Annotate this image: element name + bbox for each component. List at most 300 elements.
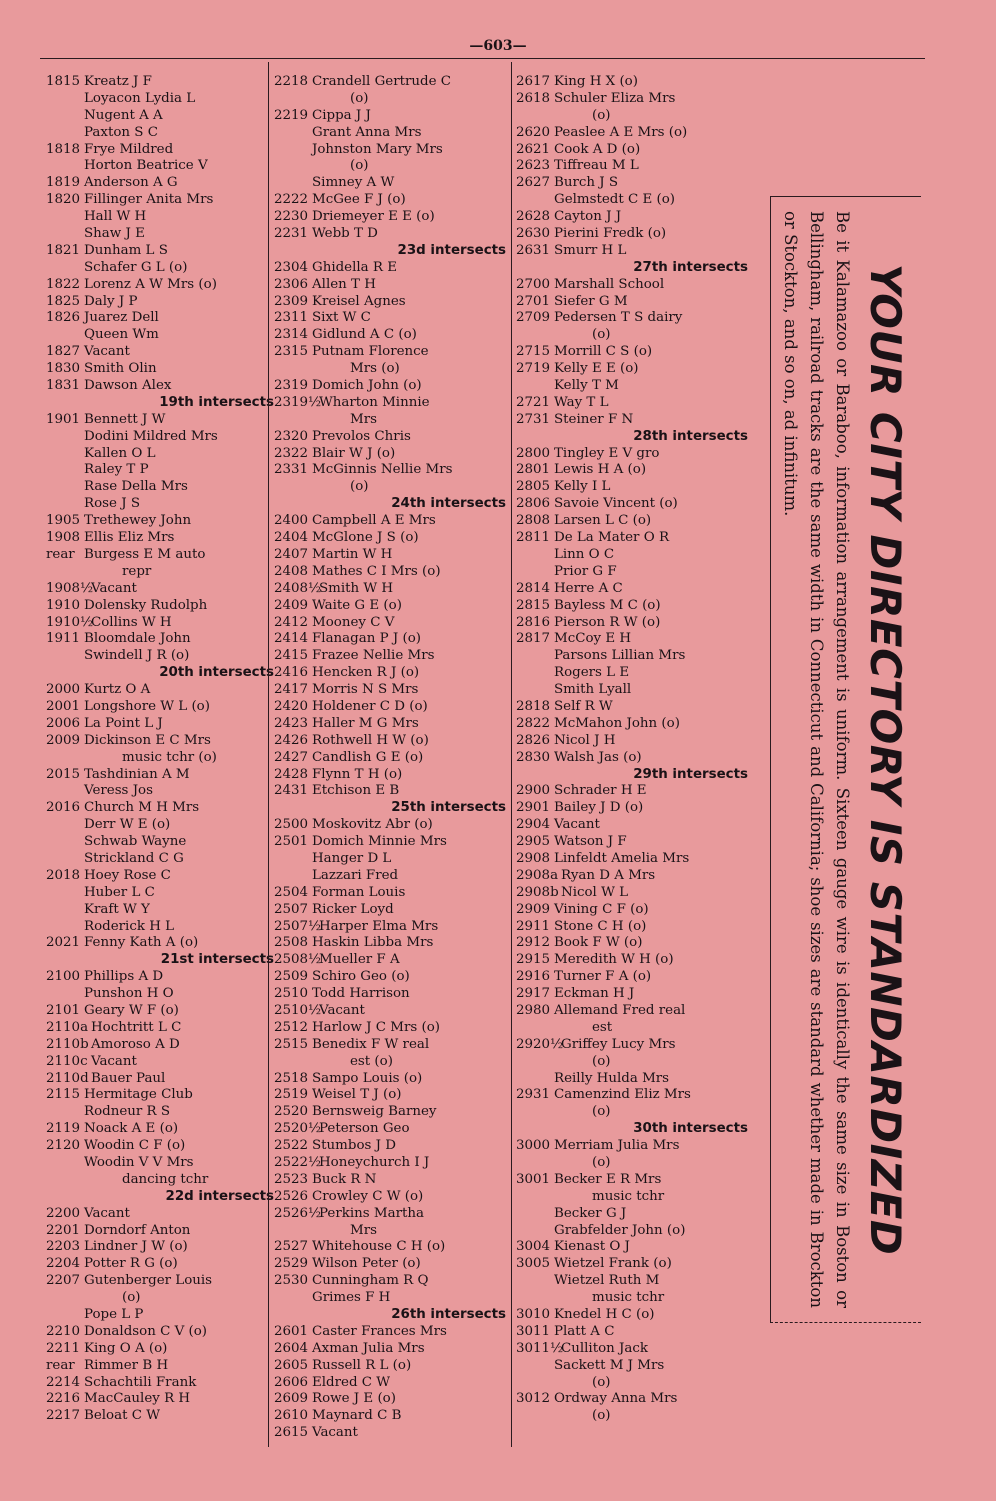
resident-name: Domich Minnie Mrs bbox=[312, 834, 447, 850]
directory-entry bbox=[274, 1037, 510, 1054]
house-number: 3001 bbox=[516, 1171, 551, 1187]
house-number: 2808 bbox=[516, 513, 551, 529]
house-number: 2304 bbox=[274, 259, 309, 275]
directory-entry bbox=[516, 699, 752, 716]
house-number: 2610 bbox=[274, 1408, 309, 1424]
house-number bbox=[274, 851, 312, 868]
house-number: 2530 bbox=[274, 1273, 309, 1289]
directory-entry bbox=[516, 885, 752, 902]
directory-entry bbox=[46, 260, 278, 277]
resident-name: Eldred C W bbox=[312, 1374, 391, 1390]
resident-name: Merriam Julia Mrs bbox=[554, 1138, 680, 1154]
house-number: 2816 bbox=[516, 614, 551, 630]
directory-entry bbox=[516, 496, 752, 513]
section-heading: 28th intersects bbox=[633, 428, 748, 444]
directory-entry bbox=[46, 1375, 278, 1392]
directory-entry bbox=[274, 1189, 510, 1206]
directory-entry bbox=[274, 783, 510, 800]
resident-name: Vacant bbox=[84, 1205, 130, 1221]
resident-name: Cayton J J bbox=[554, 209, 622, 225]
resident-name: Savoie Vincent (o) bbox=[554, 496, 678, 512]
directory-entry bbox=[274, 868, 510, 885]
house-number bbox=[516, 1189, 554, 1206]
directory-entry bbox=[516, 834, 752, 851]
house-number bbox=[274, 1223, 312, 1240]
house-number: 2110b bbox=[46, 1036, 89, 1052]
directory-entry bbox=[274, 699, 510, 716]
directory-entry bbox=[516, 412, 752, 429]
house-number: 2100 bbox=[46, 969, 81, 985]
resident-name: Tiffreau M L bbox=[554, 158, 639, 174]
resident-name: Rothwell H W (o) bbox=[312, 732, 429, 748]
house-number bbox=[46, 902, 84, 919]
directory-entry bbox=[46, 817, 278, 834]
house-number: 2428 bbox=[274, 766, 309, 782]
house-number: 2203 bbox=[46, 1239, 81, 1255]
house-number: 2500 bbox=[274, 817, 309, 833]
directory-entry bbox=[516, 1206, 752, 1223]
resident-name: Caster Frances Mrs bbox=[312, 1323, 447, 1339]
house-number: 2231 bbox=[274, 226, 309, 242]
house-number: 2721 bbox=[516, 394, 551, 410]
house-number: 2905 bbox=[516, 834, 551, 850]
directory-entry bbox=[46, 496, 278, 513]
directory-entry bbox=[274, 935, 510, 952]
house-number bbox=[46, 479, 84, 496]
directory-entry bbox=[274, 462, 510, 479]
resident-name: Hencken R J (o) bbox=[312, 665, 420, 681]
directory-entry bbox=[46, 310, 278, 327]
directory-entry bbox=[516, 1290, 752, 1307]
house-number: 1908½ bbox=[46, 580, 94, 596]
resident-name: Morris N S Mrs bbox=[312, 682, 419, 698]
house-number bbox=[516, 1071, 554, 1088]
directory-entry bbox=[274, 175, 510, 192]
house-number bbox=[274, 91, 312, 108]
resident-name: Prior G F bbox=[554, 563, 617, 579]
resident-name: Holdener C D (o) bbox=[312, 698, 428, 714]
directory-entry bbox=[46, 1206, 278, 1223]
directory-entry bbox=[274, 1256, 510, 1273]
directory-entry bbox=[516, 902, 752, 919]
entry-continuation: dancing tchr bbox=[122, 1171, 209, 1187]
house-number: 2414 bbox=[274, 631, 309, 647]
house-number bbox=[46, 750, 84, 767]
house-number: 2510 bbox=[274, 986, 309, 1002]
house-number bbox=[516, 1054, 554, 1071]
directory-entry bbox=[274, 1341, 510, 1358]
resident-name: Burch J S bbox=[554, 175, 619, 191]
entry-continuation: (o) bbox=[350, 90, 369, 106]
directory-entry bbox=[516, 1104, 752, 1121]
resident-name: Driemeyer E E (o) bbox=[312, 209, 435, 225]
resident-name: Griffey Lucy Mrs bbox=[561, 1036, 676, 1052]
resident-name: Frazee Nellie Mrs bbox=[312, 648, 435, 664]
house-number: 2527 bbox=[274, 1239, 309, 1255]
directory-entry bbox=[274, 294, 510, 311]
house-number bbox=[274, 412, 312, 429]
directory-entry bbox=[274, 1324, 510, 1341]
directory-entry bbox=[274, 158, 510, 175]
directory-entry bbox=[46, 429, 278, 446]
resident-name: Flanagan P J (o) bbox=[312, 631, 422, 647]
resident-name: Maynard C B bbox=[312, 1408, 402, 1424]
resident-name: Hochtritt L C bbox=[91, 1019, 182, 1035]
resident-name: Paxton S C bbox=[84, 124, 158, 140]
directory-entry bbox=[274, 209, 510, 226]
resident-name: Smith W H bbox=[319, 580, 394, 596]
house-number bbox=[516, 1223, 554, 1240]
directory-entry bbox=[516, 1054, 752, 1071]
directory-entry bbox=[46, 1223, 278, 1240]
directory-entry bbox=[46, 361, 278, 378]
section-heading: 30th intersects bbox=[633, 1121, 748, 1137]
directory-entry bbox=[46, 986, 278, 1003]
house-number bbox=[46, 462, 84, 479]
resident-name: Reilly Hulda Mrs bbox=[554, 1070, 670, 1086]
entry-continuation: repr bbox=[122, 563, 152, 579]
house-number bbox=[274, 1290, 312, 1307]
directory-entry bbox=[46, 1391, 278, 1408]
directory-entry bbox=[274, 615, 510, 632]
resident-name: Harper Elma Mrs bbox=[319, 918, 439, 934]
house-number: 2204 bbox=[46, 1256, 81, 1272]
directory-entry bbox=[516, 1307, 752, 1324]
directory-entry bbox=[274, 260, 510, 277]
resident-name: Peaslee A E Mrs (o) bbox=[554, 124, 688, 140]
resident-name: Candlish G E (o) bbox=[312, 749, 424, 765]
resident-name: Raley T P bbox=[84, 462, 149, 478]
resident-name: Meredith W H (o) bbox=[554, 952, 674, 968]
house-number bbox=[46, 496, 84, 513]
entry-continuation: music tchr bbox=[592, 1188, 665, 1204]
directory-entry bbox=[274, 429, 510, 446]
house-number: 2211 bbox=[46, 1340, 81, 1356]
house-number: 1825 bbox=[46, 293, 81, 309]
entry-continuation: music tchr (o) bbox=[122, 749, 217, 765]
house-number bbox=[274, 158, 312, 175]
house-number: 3011 bbox=[516, 1323, 551, 1339]
house-number: 2911 bbox=[516, 918, 551, 934]
house-number bbox=[516, 1104, 554, 1121]
house-number: 2507 bbox=[274, 901, 309, 917]
resident-name: La Point L J bbox=[84, 715, 163, 731]
directory-entry bbox=[274, 1020, 510, 1037]
resident-name: Sampo Louis (o) bbox=[312, 1070, 423, 1086]
resident-name: Pope L P bbox=[84, 1307, 144, 1323]
entry-continuation: (o) bbox=[122, 1290, 141, 1306]
directory-entry bbox=[46, 1256, 278, 1273]
house-number: 2110c bbox=[46, 1053, 88, 1069]
directory-entry bbox=[274, 1003, 510, 1020]
directory-entry bbox=[274, 378, 510, 395]
directory-entry bbox=[46, 902, 278, 919]
house-number: 2508½ bbox=[274, 952, 322, 968]
directory-entry bbox=[46, 294, 278, 311]
directory-entry bbox=[516, 327, 752, 344]
directory-entry bbox=[516, 1037, 752, 1054]
resident-name: Pedersen T S dairy bbox=[554, 310, 683, 326]
resident-name: Church M H Mrs bbox=[84, 800, 200, 816]
directory-entry bbox=[516, 783, 752, 800]
house-number: 2609 bbox=[274, 1391, 309, 1407]
house-number: 2427 bbox=[274, 749, 309, 765]
resident-name: Eckman H J bbox=[554, 986, 635, 1002]
directory-entry bbox=[274, 192, 510, 209]
resident-name: Domich John (o) bbox=[312, 378, 422, 394]
house-number: 2009 bbox=[46, 732, 81, 748]
resident-name: Punshon H O bbox=[84, 986, 174, 1002]
house-number: 2817 bbox=[516, 631, 551, 647]
house-number: 2426 bbox=[274, 732, 309, 748]
entry-continuation: Mrs (o) bbox=[350, 361, 400, 377]
resident-name: Way T L bbox=[554, 394, 609, 410]
resident-name: Mooney C V bbox=[312, 614, 395, 630]
house-number bbox=[46, 108, 84, 125]
directory-entry bbox=[516, 1375, 752, 1392]
house-number: 2701 bbox=[516, 293, 551, 309]
directory-entry bbox=[274, 1408, 510, 1425]
directory-entry bbox=[274, 631, 510, 648]
directory-entry bbox=[46, 125, 278, 142]
directory-entry bbox=[516, 175, 752, 192]
house-number: 2408 bbox=[274, 563, 309, 579]
directory-entry bbox=[516, 682, 752, 699]
directory-entry bbox=[516, 91, 752, 108]
directory-entry bbox=[516, 1408, 752, 1425]
house-number bbox=[46, 260, 84, 277]
column-divider bbox=[511, 62, 512, 1447]
directory-entry bbox=[274, 513, 510, 530]
entry-continuation: Mrs bbox=[350, 411, 377, 427]
directory-entry bbox=[516, 716, 752, 733]
resident-name: Buck R N bbox=[312, 1171, 377, 1187]
directory-entry bbox=[46, 1358, 278, 1375]
resident-name: Johnston Mary Mrs bbox=[312, 141, 443, 157]
house-number: 1818 bbox=[46, 141, 81, 157]
house-number: 2320 bbox=[274, 428, 309, 444]
house-number: 2409 bbox=[274, 597, 309, 613]
directory-entry bbox=[46, 834, 278, 851]
house-number: 2314 bbox=[274, 327, 309, 343]
house-number: 2520 bbox=[274, 1104, 309, 1120]
directory-entry bbox=[516, 1003, 752, 1020]
resident-name: Webb T D bbox=[312, 226, 378, 242]
resident-name: Knedel H C (o) bbox=[554, 1307, 655, 1323]
directory-entry bbox=[516, 631, 752, 648]
resident-name: Queen Wm bbox=[84, 327, 159, 343]
directory-entry bbox=[516, 851, 752, 868]
house-number: 2631 bbox=[516, 242, 551, 258]
house-number: 2115 bbox=[46, 1087, 81, 1103]
house-number: 1908 bbox=[46, 530, 81, 546]
resident-name: Bernsweig Barney bbox=[312, 1104, 437, 1120]
resident-name: Dawson Alex bbox=[84, 378, 172, 394]
house-number: 2119 bbox=[46, 1121, 81, 1137]
house-number: 2606 bbox=[274, 1374, 309, 1390]
house-number: 2822 bbox=[516, 715, 551, 731]
house-number: 2815 bbox=[516, 597, 551, 613]
directory-entry bbox=[274, 648, 510, 665]
directory-entry bbox=[516, 1071, 752, 1088]
directory-entry bbox=[516, 1324, 752, 1341]
directory-entry bbox=[274, 665, 510, 682]
resident-name: Nicol W L bbox=[561, 884, 629, 900]
house-number: 2508 bbox=[274, 935, 309, 951]
house-number bbox=[46, 226, 84, 243]
house-number bbox=[46, 446, 84, 463]
house-number: 1827 bbox=[46, 344, 81, 360]
resident-name: Dickinson E C Mrs bbox=[84, 732, 211, 748]
entry-continuation: est bbox=[592, 1019, 613, 1035]
resident-name: Morrill C S (o) bbox=[554, 344, 653, 360]
directory-entry bbox=[46, 91, 278, 108]
directory-entry bbox=[46, 1290, 278, 1307]
house-number: 2518 bbox=[274, 1070, 309, 1086]
resident-name: Ellis Eliz Mrs bbox=[84, 530, 175, 546]
resident-name: Fenny Kath A (o) bbox=[84, 935, 199, 951]
directory-entry bbox=[274, 1172, 510, 1189]
house-number: 2916 bbox=[516, 969, 551, 985]
directory-entry bbox=[46, 108, 278, 125]
resident-name: Rose J S bbox=[84, 496, 140, 512]
house-number bbox=[46, 1155, 84, 1172]
directory-entry bbox=[516, 1358, 752, 1375]
directory-entry bbox=[274, 361, 510, 378]
house-number: 2207 bbox=[46, 1273, 81, 1289]
house-number: 2830 bbox=[516, 749, 551, 765]
directory-entry bbox=[46, 615, 278, 632]
resident-name: Hoey Rose C bbox=[84, 867, 171, 883]
house-number: 2021 bbox=[46, 935, 81, 951]
resident-name: Hermitage Club bbox=[84, 1087, 193, 1103]
resident-name: Frye Mildred bbox=[84, 141, 174, 157]
house-number: 1826 bbox=[46, 310, 81, 326]
resident-name: McGinnis Nellie Mrs bbox=[312, 462, 453, 478]
resident-name: Trethewey John bbox=[84, 513, 192, 529]
directory-entry bbox=[274, 479, 510, 496]
directory-entry bbox=[46, 1341, 278, 1358]
house-number: 2630 bbox=[516, 226, 551, 242]
resident-name: Simney A W bbox=[312, 175, 395, 191]
house-number: 2407 bbox=[274, 546, 309, 562]
house-number: 1910½ bbox=[46, 614, 94, 630]
directory-entry bbox=[274, 1071, 510, 1088]
resident-name: Derr W E (o) bbox=[84, 817, 171, 833]
house-number: 2222 bbox=[274, 192, 309, 208]
house-number: 2931 bbox=[516, 1087, 551, 1103]
resident-name: Rodneur R S bbox=[84, 1104, 171, 1120]
directory-entry bbox=[46, 1020, 278, 1037]
section-heading: 26th intersects bbox=[391, 1307, 506, 1323]
resident-name: Vacant bbox=[312, 1425, 358, 1441]
resident-name: Linn O C bbox=[554, 546, 615, 562]
resident-name: Book F W (o) bbox=[554, 935, 643, 951]
directory-entry bbox=[516, 479, 752, 496]
directory-entry bbox=[516, 598, 752, 615]
directory-entry bbox=[46, 919, 278, 936]
house-number: 3012 bbox=[516, 1391, 551, 1407]
directory-entry bbox=[46, 1138, 278, 1155]
directory-entry bbox=[274, 1206, 510, 1223]
directory-entry bbox=[516, 1020, 752, 1037]
resident-name: Axman Julia Mrs bbox=[312, 1340, 425, 1356]
resident-name: Smith Lyall bbox=[554, 682, 632, 698]
directory-entry bbox=[274, 1425, 510, 1442]
resident-name: Vacant bbox=[91, 1053, 137, 1069]
directory-entry bbox=[46, 648, 278, 665]
section-heading: 24th intersects bbox=[391, 496, 506, 512]
house-number: 2520½ bbox=[274, 1121, 322, 1137]
directory-entry bbox=[516, 108, 752, 125]
resident-name: Becker E R Mrs bbox=[554, 1171, 662, 1187]
resident-name: Larsen L C (o) bbox=[554, 513, 652, 529]
directory-entry bbox=[274, 733, 510, 750]
house-number: 1910 bbox=[46, 597, 81, 613]
entry-continuation: music tchr bbox=[592, 1290, 665, 1306]
house-number: 2700 bbox=[516, 276, 551, 292]
resident-name: Honeychurch I J bbox=[319, 1155, 430, 1170]
directory-entry bbox=[46, 1155, 278, 1172]
directory-entry bbox=[46, 1104, 278, 1121]
house-number: 2908b bbox=[516, 884, 559, 900]
directory-entry bbox=[46, 344, 278, 361]
house-number: 2210 bbox=[46, 1323, 81, 1339]
house-number: 2423 bbox=[274, 715, 309, 731]
house-number: 2504 bbox=[274, 884, 309, 900]
house-number: 2806 bbox=[516, 496, 551, 512]
resident-name: Noack A E (o) bbox=[84, 1121, 179, 1137]
directory-entry bbox=[46, 462, 278, 479]
house-number: 2526½ bbox=[274, 1205, 322, 1221]
directory-entry bbox=[516, 277, 752, 294]
resident-name: Haller M G Mrs bbox=[312, 715, 419, 731]
directory-entry bbox=[516, 665, 752, 682]
resident-name: Ordway Anna Mrs bbox=[554, 1391, 678, 1407]
directory-entry bbox=[516, 395, 752, 412]
directory-entry bbox=[516, 1239, 752, 1256]
resident-name: Cunningham R Q bbox=[312, 1273, 429, 1289]
resident-name: Anderson A G bbox=[84, 175, 178, 191]
directory-entry bbox=[274, 74, 510, 91]
directory-entry bbox=[516, 648, 752, 665]
resident-name: Mueller F A bbox=[319, 952, 400, 968]
resident-name: Collins W H bbox=[91, 614, 172, 630]
resident-name: Schrader H E bbox=[554, 783, 647, 799]
directory-entry bbox=[46, 277, 278, 294]
house-number: 1822 bbox=[46, 276, 81, 292]
resident-name: Strickland C G bbox=[84, 850, 184, 866]
house-number: 2322 bbox=[274, 445, 309, 461]
resident-name: Juarez Dell bbox=[84, 310, 159, 326]
resident-name: McGee F J (o) bbox=[312, 192, 406, 208]
resident-name: McCoy E H bbox=[554, 631, 632, 647]
resident-name: Stone C H (o) bbox=[554, 918, 647, 934]
directory-entry bbox=[274, 986, 510, 1003]
house-number: rear bbox=[46, 546, 75, 562]
directory-entry bbox=[516, 615, 752, 632]
resident-name: Rogers L E bbox=[554, 665, 630, 681]
directory-entry bbox=[516, 935, 752, 952]
directory-column-3 bbox=[516, 74, 752, 1425]
resident-name: Hanger D L bbox=[312, 850, 392, 866]
directory-entry bbox=[46, 1273, 278, 1290]
house-number: 2431 bbox=[274, 783, 309, 799]
house-number: 2811 bbox=[516, 530, 551, 546]
resident-name: Mathes C I Mrs (o) bbox=[312, 563, 441, 579]
house-number: 1911 bbox=[46, 631, 81, 647]
directory-entry bbox=[516, 226, 752, 243]
